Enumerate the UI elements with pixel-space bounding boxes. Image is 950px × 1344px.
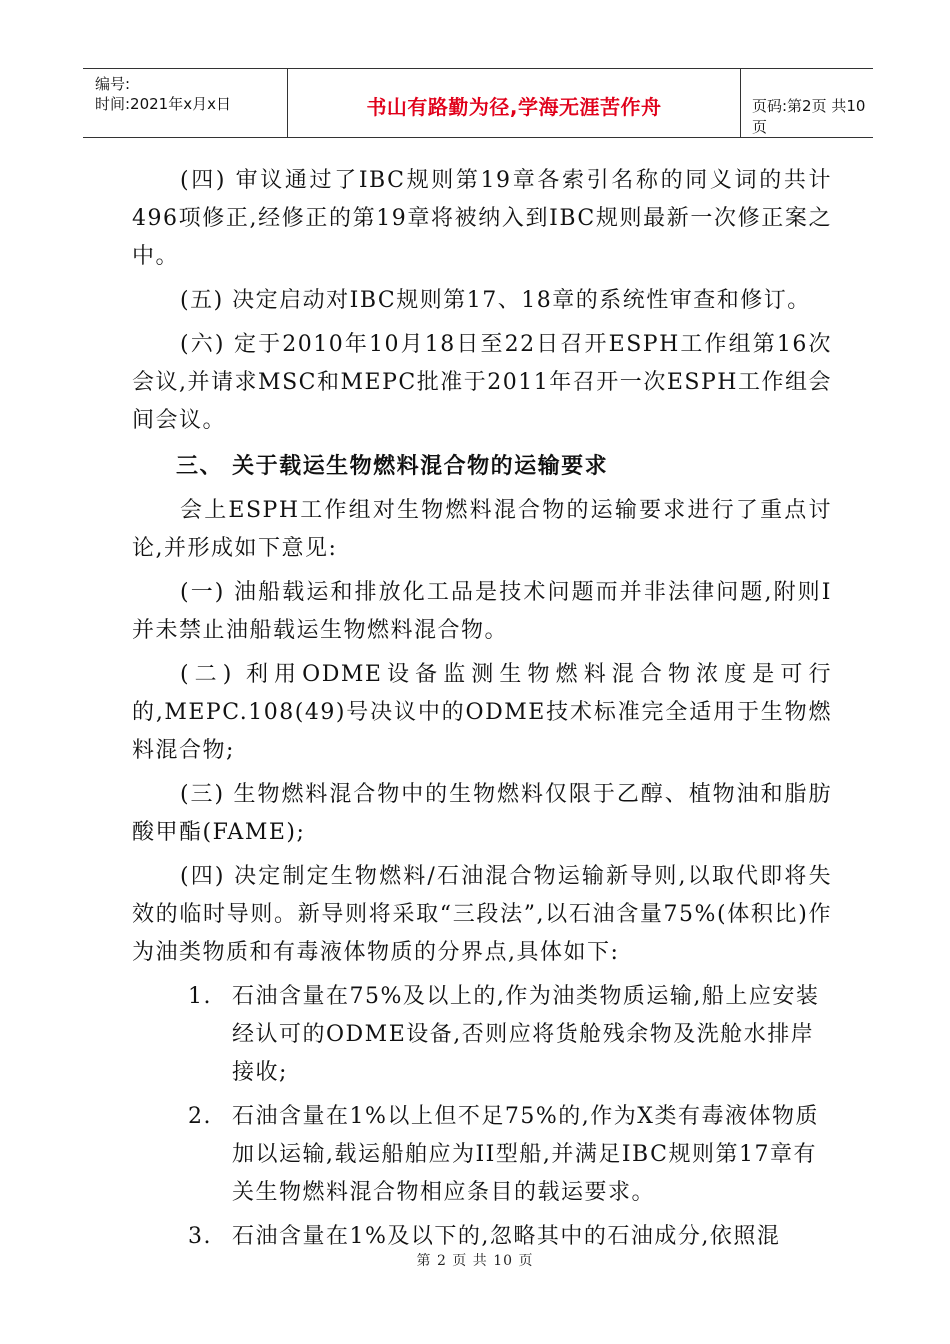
header-page-cell [740, 69, 873, 137]
section-intro: 会上ESPH工作组对生物燃料混合物的运输要求进行了重点讨论,并形成如下意见: [132, 498, 832, 561]
header-motto-cell [287, 69, 741, 137]
document-number: 编号: [95, 75, 131, 93]
opinion-item-1: (一) 油船载运和排放化工品是技术问题而并非法律问题,附则I并未禁止油船载运生物燃料混合物。 [132, 580, 832, 643]
list-item [132, 1098, 832, 1212]
opinion-item-2: (二) 利用ODME设备监测生物燃料混合物浓度是可行的,MEPC.108(49)号决议中的ODME技术标准完全适用于生物燃料混合物; [132, 662, 832, 763]
list-item-text: 石油含量在1%以上但不足75%的,作为X类有毒液体物质加以运输,载运船舶应为II型船,并满足IBC规则第17章有关生物燃料混合物相应条目的载运要求。 [232, 1104, 819, 1205]
header-meta-cell [83, 69, 287, 137]
page-header [83, 68, 873, 138]
opinion-item-3: (三) 生物燃料混合物中的生物燃料仅限于乙醇、植物油和脂肪酸甲酯(FAME); [132, 782, 832, 845]
document-time: 时间:2021年x月x日 [95, 95, 231, 113]
paragraph-item-5: (五) 决定启动对IBC规则第17、18章的系统性审查和修订。 [180, 288, 811, 313]
header-page-number: 页码:第2页 共10页 [752, 97, 866, 136]
paragraph-item-6: (六) 定于2010年10月18日至22日召开ESPH工作组第16次会议,并请求MSC和MEPC批准于2011年召开一次ESPH工作组会间会议。 [132, 332, 832, 433]
header-motto: 书山有路勤为径,学海无涯苦作舟 [366, 95, 662, 119]
list-item-text: 石油含量在75%及以上的,作为油类物质运输,船上应安装经认可的ODME设备,否则应将货舱残余物及洗舱水排岸接收; [232, 984, 820, 1085]
list-item-number: 2. [188, 1104, 212, 1129]
opinion-item-4: (四) 决定制定生物燃料/石油混合物运输新导则,以取代即将失效的临时导则。新导则将采取“三段法”,以石油含量75%(体积比)作为油类物质和有毒液体物质的分界点,具体如下: [132, 864, 832, 965]
paragraph-item-4: (四) 审议通过了IBC规则第19章各索引名称的同义词的共计496项修正,经修正的第19章将被纳入到IBC规则最新一次修正案之中。 [132, 168, 832, 269]
list-item [132, 978, 832, 1092]
list-item-text: 石油含量在1%及以下的,忽略其中的石油成分,依照混 [232, 1224, 781, 1249]
section-heading: 三、 关于载运生物燃料混合物的运输要求 [176, 454, 609, 479]
page-footer: 第 2 页 共 10 页 [416, 1253, 534, 1269]
document-body [132, 162, 832, 1262]
list-item-number: 3. [188, 1224, 212, 1249]
list-item-number: 1. [188, 984, 212, 1009]
